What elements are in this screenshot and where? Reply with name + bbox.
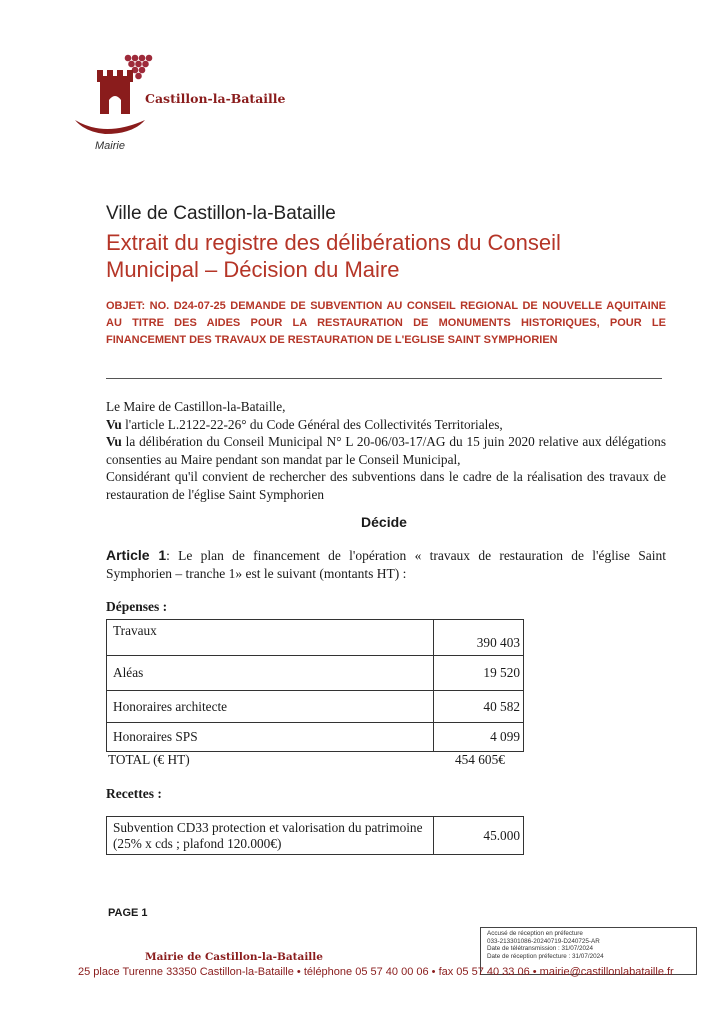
- expense-label: Aléas: [107, 656, 434, 691]
- vu-paragraph-1: [106, 416, 666, 434]
- vu-text: l'article L.2122-22-26° du Code Général des Collectivités Territoriales,: [121, 416, 503, 432]
- expense-amount: 40 582: [434, 691, 524, 723]
- logo-text: Castillon-la-Bataille: [145, 91, 286, 106]
- income-label: Subvention CD33 protection et valorisation du patrimoine (25% x cds ; plafond 120.000€): [107, 817, 434, 855]
- total-value: 454 605€: [455, 752, 505, 767]
- stamp-line: Date de télétransmission : 31/07/2024: [487, 945, 594, 953]
- stamp-line: 033-213301086-20240719-D240725-AR: [487, 937, 600, 945]
- expense-amount: 4 099: [434, 723, 524, 752]
- divider: [106, 378, 662, 379]
- decide-heading: Décide: [361, 514, 407, 530]
- intro-line: Le Maire de Castillon-la-Bataille,: [106, 399, 286, 414]
- vu-paragraph-2: [106, 433, 666, 468]
- expense-label: Honoraires architecte: [107, 691, 434, 723]
- footer-name: Mairie de Castillon-la-Bataille: [145, 951, 323, 963]
- income-amount: 45.000: [434, 817, 524, 855]
- expense-amount: 390 403: [434, 620, 524, 656]
- considerant-paragraph: Considérant qu'il convient de rechercher des subventions dans le cadre de la réalisation des travaux de restauration de l'église Saint Symphorien: [106, 469, 666, 502]
- logo-subtitle: Mairie: [95, 140, 125, 152]
- table-row: [107, 656, 524, 691]
- footer-address: 25 place Turenne 33350 Castillon-la-Bataille • téléphone 05 57 40 00 06 • fax 05 57 40 33 06 • mairie@castillonlabataille.fr: [78, 966, 674, 978]
- expense-amount: 19 520: [434, 656, 524, 691]
- depenses-table: [106, 619, 524, 752]
- article-text: : Le plan de financement de l'opération « travaux de restauration de l'église Saint Symphorien – tranche 1» est le suivant (montants HT) :: [106, 548, 666, 581]
- recettes-table: [106, 816, 524, 855]
- vu-label: Vu: [106, 416, 122, 432]
- intro-block: [106, 398, 666, 503]
- vu-text: la délibération du Conseil Municipal N° L 20-06/03-17/AG du 15 juin 2020 relative aux délégations consenties au Maire pendant son mandat par le Conseil Municipal,: [106, 434, 666, 467]
- expense-label: Honoraires SPS: [107, 723, 434, 752]
- page-number: PAGE 1: [108, 907, 148, 919]
- table-row: [107, 723, 524, 752]
- recettes-label: Recettes :: [106, 786, 162, 801]
- document-title: [106, 229, 666, 283]
- table-row: [107, 691, 524, 723]
- objet-heading: OBJET: NO. D24-07-25 DEMANDE DE SUBVENTION AU CONSEIL REGIONAL DE NOUVELLE AQUITAINE AU TITRE DES AIDES POUR LA RESTAURATION DE MONUMENTS HISTORIQUES, POUR LE FINANCEMENT DES TRAVAUX DE RESTAURATION DE L'EGLISE SAINT SYMPHORIEN: [106, 300, 666, 346]
- expense-label: Travaux: [107, 620, 434, 656]
- stamp-line: Accusé de réception en préfecture: [487, 930, 583, 937]
- article-1: [106, 546, 666, 583]
- city-name: Ville de Castillon-la-Bataille: [106, 203, 336, 224]
- total-label: TOTAL (€ HT): [108, 752, 190, 767]
- table-row: [107, 620, 524, 656]
- stamp-line: Date de réception préfecture : 31/07/2024: [487, 952, 604, 960]
- title-line-2: Municipal – Décision du Maire: [106, 257, 400, 282]
- depenses-label: Dépenses :: [106, 599, 168, 614]
- vu-label: Vu: [106, 434, 122, 449]
- title-line-1: Extrait du registre des délibérations du Conseil: [106, 230, 561, 255]
- table-row: [107, 817, 524, 855]
- article-label: Article 1: [106, 547, 167, 563]
